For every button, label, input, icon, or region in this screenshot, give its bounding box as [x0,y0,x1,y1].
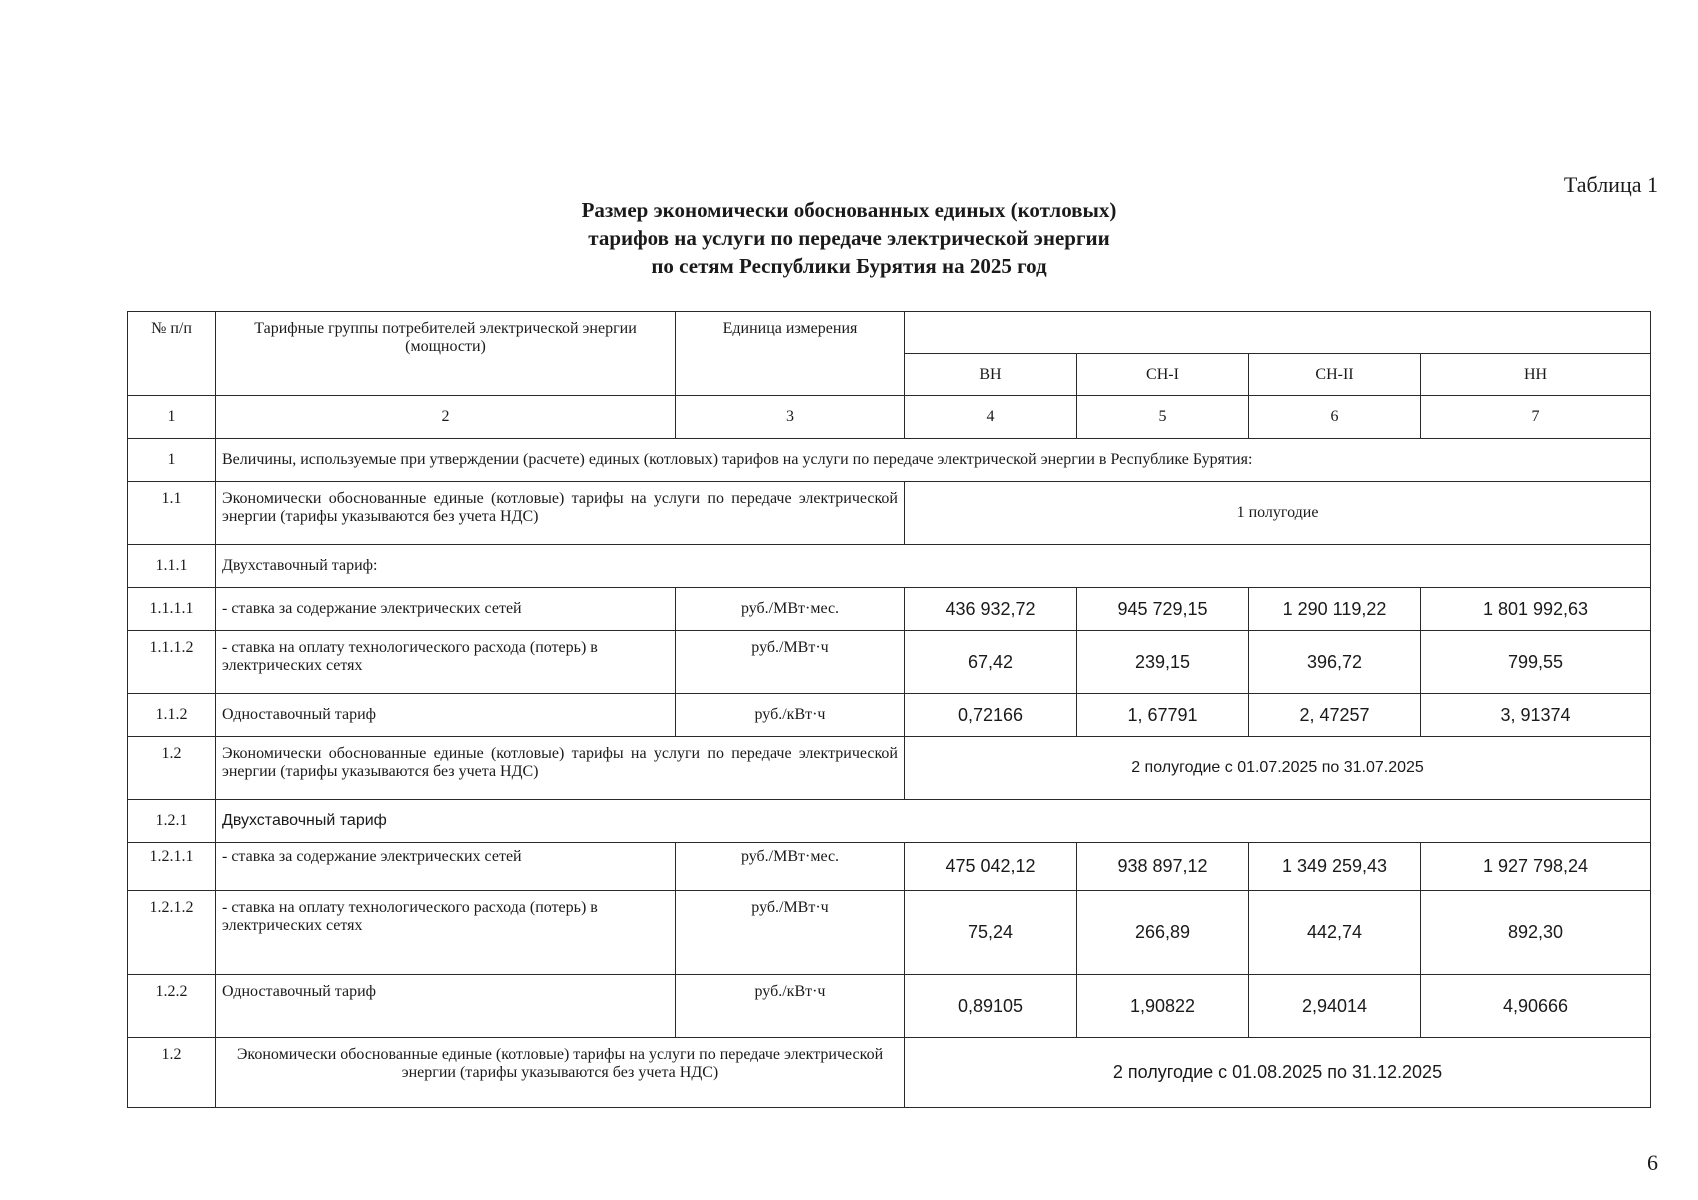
value-sn1: 938 897,12 [1077,843,1249,891]
row-unit: руб./кВт·ч [676,975,905,1038]
column-number: 1 [128,396,216,439]
row-description: Одноставочный тариф [216,694,676,737]
row-number: 1.1.1 [128,545,216,588]
row-number: 1.2.1.2 [128,891,216,975]
table-row [128,482,1651,545]
document-title [0,196,1698,280]
row-unit: руб./МВт·мес. [676,588,905,631]
row-description: Двухставочный тариф [216,800,1651,843]
row-number: 1.1.2 [128,694,216,737]
header-voltage-sn2: СН-II [1249,354,1421,396]
value-sn2: 1 290 119,22 [1249,588,1421,631]
header-voltage-vn: ВН [905,354,1077,396]
period-label: 2 полугодие с 01.08.2025 по 31.12.2025 [905,1038,1651,1108]
row-number: 1.2 [128,737,216,800]
value-sn2: 2, 47257 [1249,694,1421,737]
value-vn: 75,24 [905,891,1077,975]
row-description: Одноставочный тариф [216,975,676,1038]
column-number-row [128,396,1651,439]
period-label: 2 полугодие с 01.07.2025 по 31.07.2025 [905,737,1651,800]
value-nn: 4,90666 [1421,975,1651,1038]
row-description: - ставка за содержание электрических сетей [216,843,676,891]
row-description: Экономически обоснованные единые (котловые) тарифы на услуги по передаче электрической энергии (тарифы указываются без учета НДС) [216,1038,905,1108]
tariff-table [127,311,1651,1108]
row-description: - ставка за содержание электрических сетей [216,588,676,631]
value-sn1: 266,89 [1077,891,1249,975]
row-unit: руб./кВт·ч [676,694,905,737]
value-vn: 436 932,72 [905,588,1077,631]
value-nn: 1 801 992,63 [1421,588,1651,631]
title-line: тарифов на услуги по передаче электрической энергии [588,226,1110,250]
table-row [128,694,1651,737]
header-row [128,312,1651,354]
header-col-unit: Единица измерения [676,312,905,396]
table-row [128,1038,1651,1108]
row-description: - ставка на оплату технологического расхода (потерь) в электрических сетях [216,631,676,694]
row-number: 1 [128,439,216,482]
row-number: 1.2.1 [128,800,216,843]
table-row [128,737,1651,800]
table-row [128,631,1651,694]
column-number: 4 [905,396,1077,439]
row-unit: руб./МВт·ч [676,891,905,975]
value-sn2: 1 349 259,43 [1249,843,1421,891]
header-voltage-span [905,312,1651,354]
column-number: 5 [1077,396,1249,439]
table-row [128,545,1651,588]
title-line: по сетям Республики Бурятия на 2025 год [651,254,1047,278]
row-number: 1.1.1.2 [128,631,216,694]
row-number: 1.1 [128,482,216,545]
table-row [128,891,1651,975]
value-nn: 1 927 798,24 [1421,843,1651,891]
header-col-num: № п/п [128,312,216,396]
row-description: Экономически обоснованные единые (котловые) тарифы на услуги по передаче электрической энергии (тарифы указываются без учета НДС) [216,482,905,545]
row-number: 1.2 [128,1038,216,1108]
value-sn2: 442,74 [1249,891,1421,975]
column-number: 3 [676,396,905,439]
value-vn: 0,89105 [905,975,1077,1038]
value-sn1: 1,90822 [1077,975,1249,1038]
value-sn1: 1, 67791 [1077,694,1249,737]
period-label: 1 полугодие [905,482,1651,545]
value-sn2: 2,94014 [1249,975,1421,1038]
value-sn2: 396,72 [1249,631,1421,694]
value-nn: 892,30 [1421,891,1651,975]
header-voltage-nn: НН [1421,354,1651,396]
header-voltage-sn1: СН-I [1077,354,1249,396]
table-row [128,800,1651,843]
row-description: - ставка на оплату технологического расхода (потерь) в электрических сетях [216,891,676,975]
row-number: 1.2.1.1 [128,843,216,891]
table-row [128,843,1651,891]
row-unit: руб./МВт·мес. [676,843,905,891]
value-sn1: 945 729,15 [1077,588,1249,631]
value-nn: 799,55 [1421,631,1651,694]
value-vn: 67,42 [905,631,1077,694]
value-vn: 0,72166 [905,694,1077,737]
value-nn: 3, 91374 [1421,694,1651,737]
column-number: 6 [1249,396,1421,439]
column-number: 7 [1421,396,1651,439]
column-number: 2 [216,396,676,439]
row-description: Двухставочный тариф: [216,545,1651,588]
table-row [128,588,1651,631]
row-number: 1.1.1.1 [128,588,216,631]
table-row [128,975,1651,1038]
row-unit: руб./МВт·ч [676,631,905,694]
row-description: Экономически обоснованные единые (котловые) тарифы на услуги по передаче электрической энергии (тарифы указываются без учета НДС) [216,737,905,800]
header-col-group: Тарифные группы потребителей электрической энергии (мощности) [216,312,676,396]
value-sn1: 239,15 [1077,631,1249,694]
table-row [128,439,1651,482]
row-description: Величины, используемые при утверждении (расчете) единых (котловых) тарифов на услуги по передаче электрической энергии в Республике Бурятия: [216,439,1651,482]
page-number: 6 [1647,1150,1658,1175]
title-line: Размер экономически обоснованных единых (котловых) [581,198,1117,222]
table-label: Таблица 1 [1563,172,1658,197]
value-vn: 475 042,12 [905,843,1077,891]
row-number: 1.2.2 [128,975,216,1038]
